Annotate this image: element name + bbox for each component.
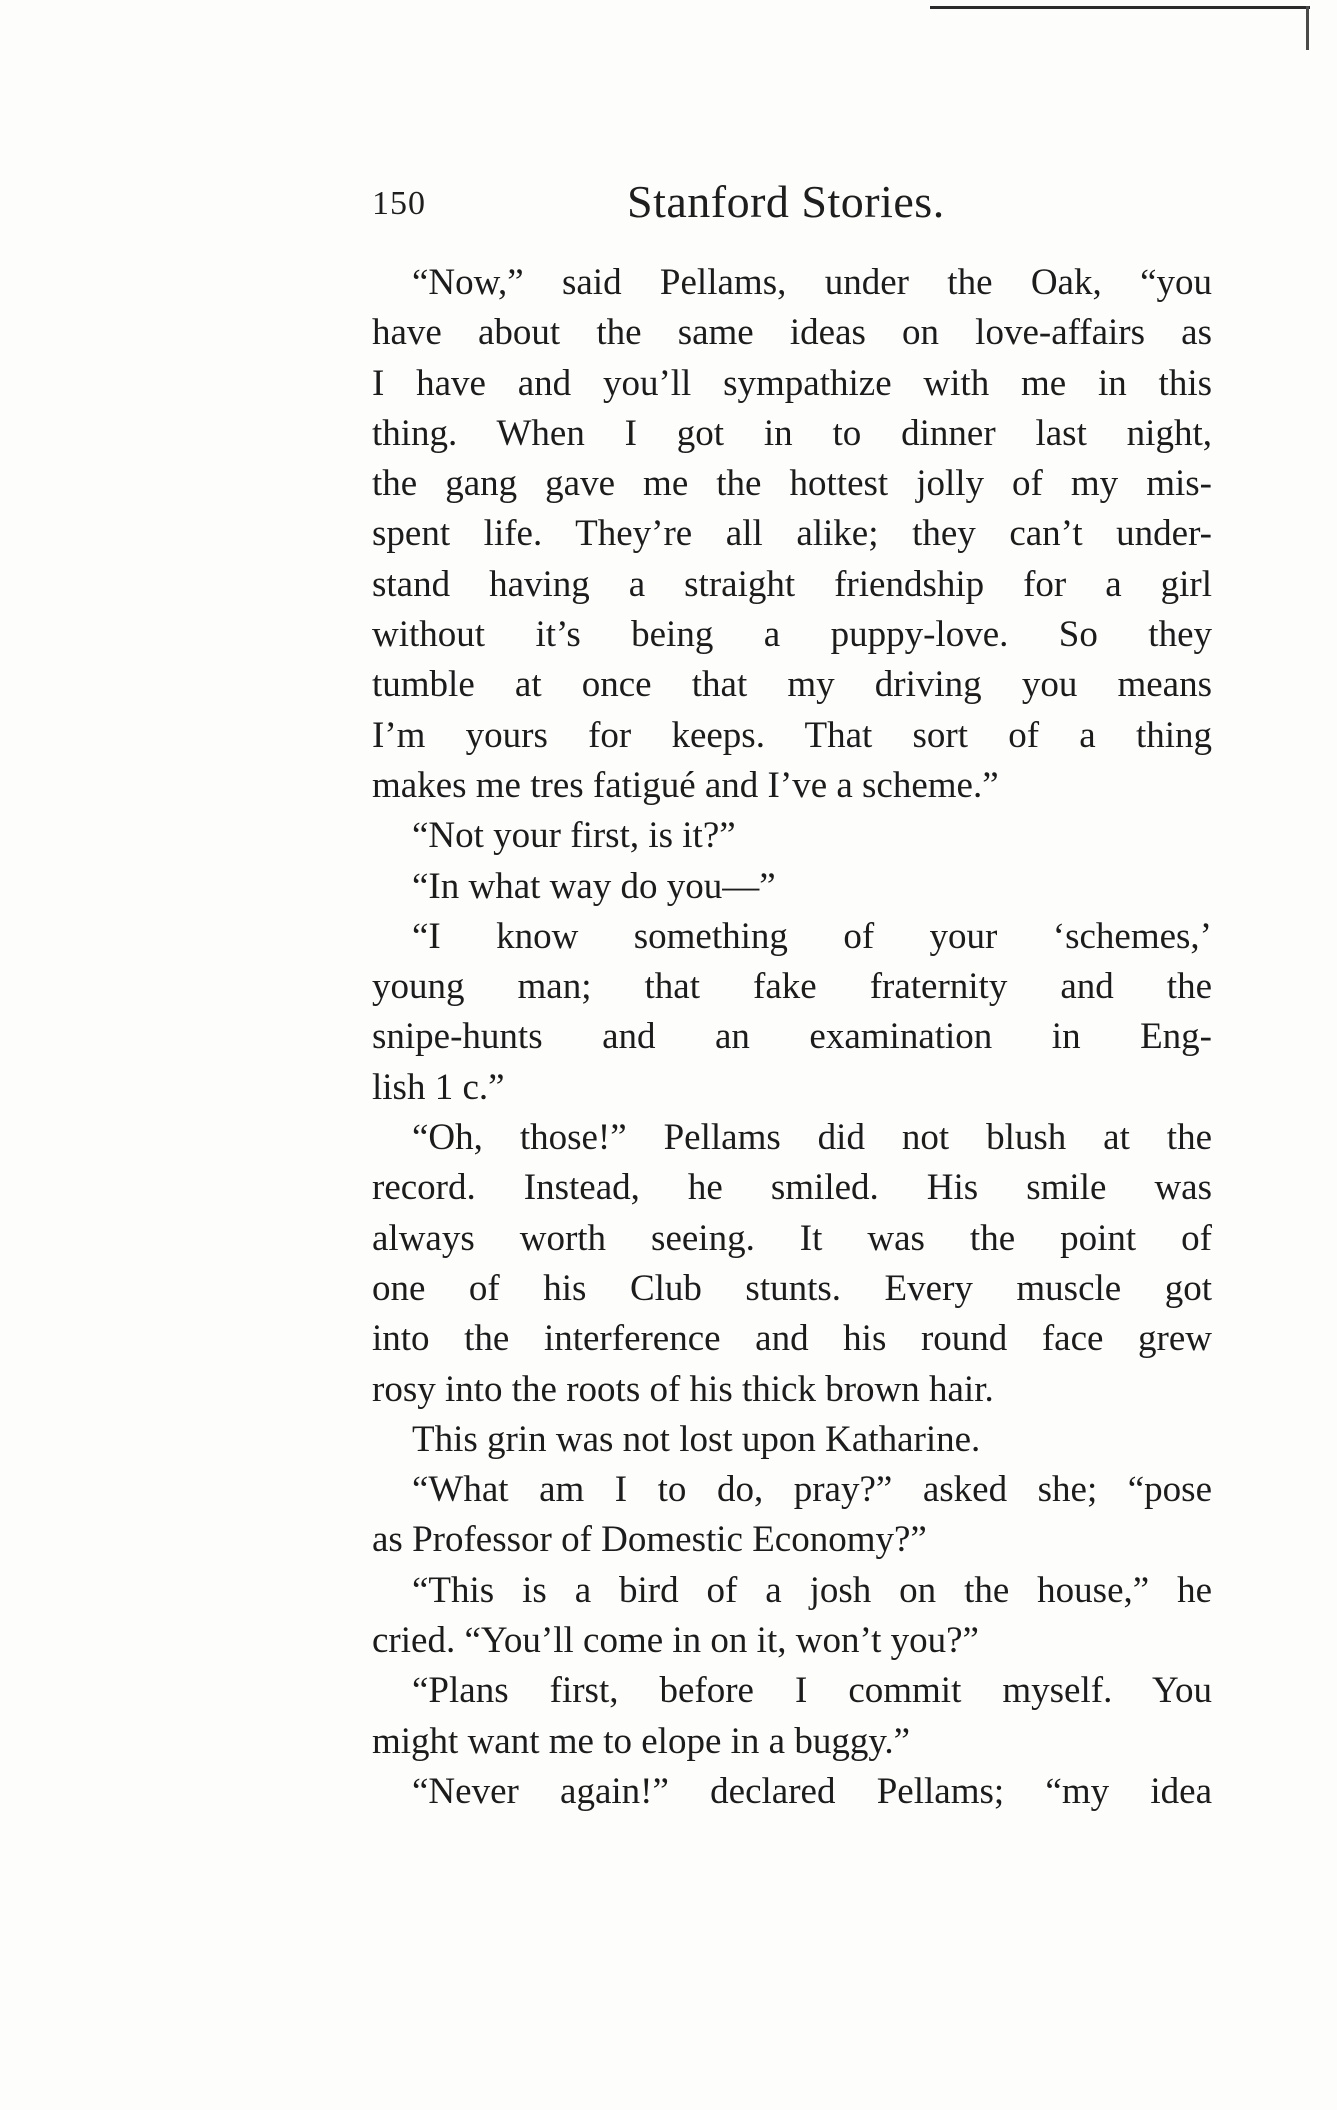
- text-line: I’m yours for keeps. That sort of a thing: [372, 714, 1212, 756]
- text-line: stand having a straight friendship for a girl: [372, 563, 1212, 605]
- text-line: “Never again!” declared Pellams; “my idea: [412, 1770, 1212, 1812]
- text-line: young man; that fake fraternity and the: [372, 966, 1212, 1008]
- text-line: spent life. They’re all alike; they can’t under-: [372, 513, 1212, 555]
- text-line: one of his Club stunts. Every muscle got: [372, 1267, 1212, 1309]
- text-line: as Professor of Domestic Economy?”: [372, 1519, 927, 1561]
- text-line: “Oh, those!” Pellams did not blush at the: [412, 1117, 1212, 1159]
- text-line: “What am I to do, pray?” asked she; “pose: [412, 1469, 1212, 1511]
- text-line: snipe-hunts and an examination in Eng-: [372, 1016, 1212, 1058]
- text-line: This grin was not lost upon Katharine.: [412, 1418, 981, 1460]
- page-header: [372, 175, 1212, 235]
- body-text: [372, 258, 1212, 1817]
- text-line: lish 1 c.”: [372, 1066, 505, 1108]
- text-line: “Plans first, before I commit myself. You: [412, 1670, 1212, 1712]
- text-line: I have and you’ll sympathize with me in this: [372, 362, 1212, 404]
- text-line: have about the same ideas on love-affairs as: [372, 312, 1212, 354]
- text-line: thing. When I got in to dinner last night,: [372, 412, 1212, 454]
- text-line: the gang gave me the hottest jolly of my mis-: [372, 463, 1212, 505]
- text-line: without it’s being a puppy-love. So they: [372, 614, 1212, 656]
- text-line: “This is a bird of a josh on the house,” he: [412, 1569, 1212, 1611]
- text-line: cried. “You’ll come in on it, won’t you?”: [372, 1620, 979, 1662]
- text-line: “In what way do you—”: [412, 865, 776, 907]
- text-line: rosy into the roots of his thick brown hair.: [372, 1368, 994, 1410]
- text-line: “I know something of your ‘schemes,’: [412, 915, 1212, 957]
- scan-edge-line: [930, 6, 1310, 9]
- text-line: makes me tres fatigué and I’ve a scheme.”: [372, 764, 999, 806]
- text-line: might want me to elope in a buggy.”: [372, 1720, 911, 1762]
- scan-edge-corner: [1306, 6, 1309, 50]
- text-line: tumble at once that my driving you means: [372, 664, 1212, 706]
- text-line: into the interference and his round face grew: [372, 1318, 1212, 1360]
- text-line: always worth seeing. It was the point of: [372, 1217, 1212, 1259]
- running-title: Stanford Stories.: [627, 176, 945, 227]
- text-line: record. Instead, he smiled. His smile was: [372, 1167, 1212, 1209]
- text-line: “Now,” said Pellams, under the Oak, “you: [412, 262, 1212, 303]
- page-number: 150: [372, 185, 426, 222]
- text-line: “Not your first, is it?”: [412, 815, 736, 857]
